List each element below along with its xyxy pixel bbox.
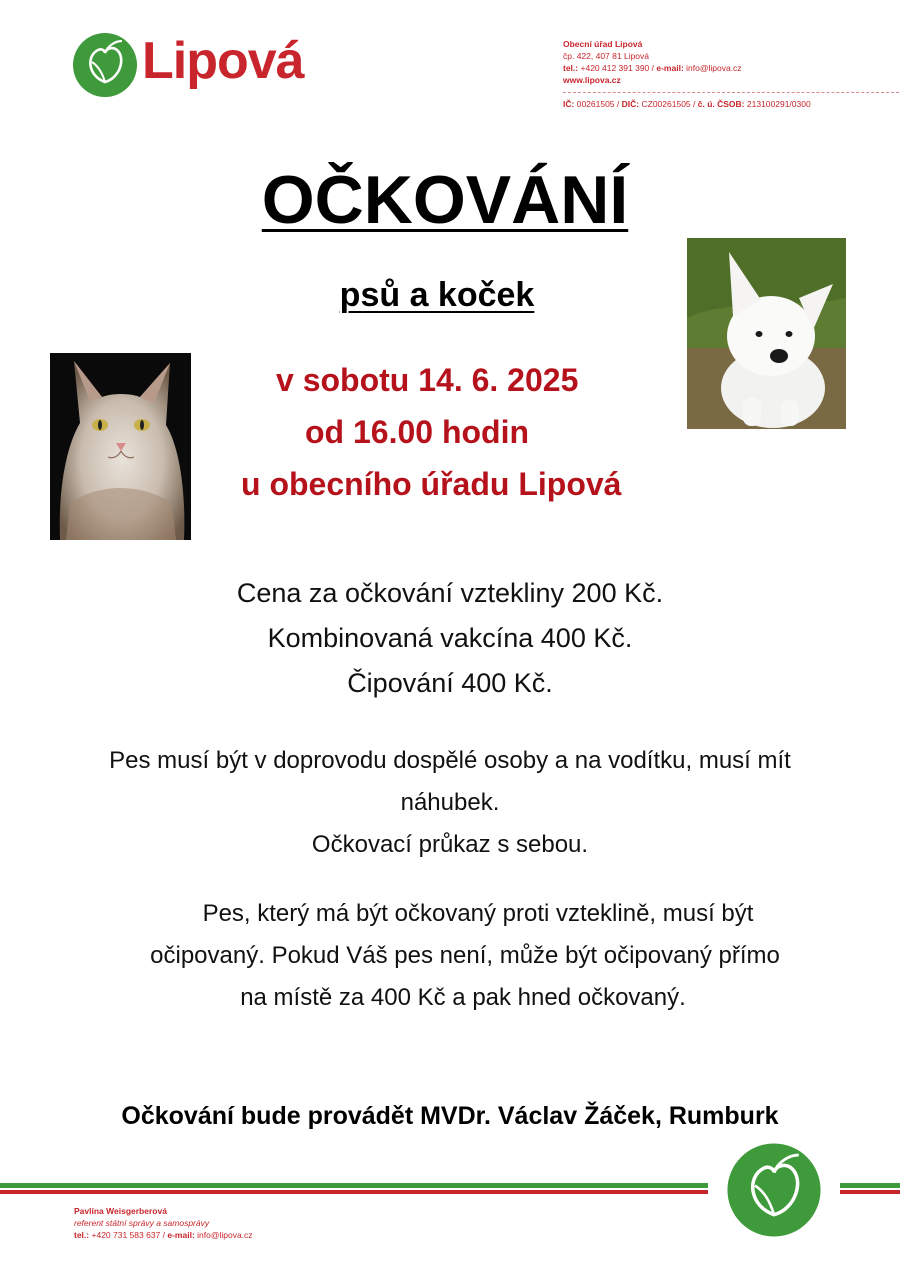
page-subtitle: psů a koček — [339, 276, 535, 314]
dog-photo — [687, 238, 846, 429]
price-chipping: Čipování 400 Kč. — [347, 668, 553, 698]
header-divider — [563, 92, 899, 93]
contact-person-name: Pavlína Weisgerberová — [74, 1206, 167, 1216]
contact-person-role: referent státní správy a samosprávy — [74, 1218, 210, 1228]
ic-label: IČ: — [563, 99, 575, 109]
event-place: u obecního úřadu Lipová — [241, 466, 622, 502]
email-label: e-mail: — [656, 63, 684, 73]
website-link[interactable]: www.lipova.cz — [563, 75, 621, 85]
footer-tel-label: tel.: — [74, 1230, 90, 1240]
office-ids: IČ: 00261505 / DIČ: CZ00261505 / č. ú. ČSOB: 213100291/0300 — [563, 99, 811, 109]
office-name: Obecní úřad Lipová — [563, 39, 643, 49]
chip-note-line-3: na místě za 400 Kč a pak hned očkovaný. — [240, 984, 686, 1011]
header-contact: Obecní úřad Lipová čp. 422, 407 81 Lipová tel.: +420 412 391 390 / e-mail: info@lipova.cz www.lipova.cz — [563, 39, 742, 85]
footer-bar-green-left — [0, 1183, 708, 1188]
cat-photo — [50, 353, 191, 540]
rule-escort: Pes musí být v doprovodu dospělé osoby a na vodítku, musí mít — [109, 747, 791, 774]
account-value: 213100291/0300 — [746, 99, 811, 109]
dic-value: CZ00261505 — [641, 99, 691, 109]
vet-info: Očkování bude provádět MVDr. Václav Žáček, Rumburk — [121, 1102, 779, 1130]
footer-email-label: e-mail: — [167, 1230, 195, 1240]
footer-leaf-icon — [726, 1142, 822, 1238]
price-combined: Kombinovaná vakcína 400 Kč. — [267, 623, 633, 653]
tel-label: tel.: — [563, 63, 579, 73]
footer-contact: Pavlína Weisgerberová referent státní správy a samosprávy tel.: +420 731 583 637 / e-mail: info@lipova.cz — [74, 1206, 253, 1240]
price-list — [0, 571, 900, 706]
page-title: OČKOVÁNÍ — [261, 162, 629, 238]
lipova-logo-leaf-icon — [72, 32, 138, 98]
price-rabies: Cena za očkování vztekliny 200 Kč. — [236, 578, 664, 608]
footer-phone[interactable]: +420 731 583 637 — [91, 1230, 161, 1240]
event-time: od 16.00 hodin — [305, 414, 530, 450]
rule-passport: Očkovací průkaz s sebou. — [311, 831, 589, 858]
chip-note-line-2: očipovaný. Pokud Váš pes není, může být očipovaný přímo — [150, 942, 780, 969]
office-email-link[interactable]: info@lipova.cz — [686, 63, 742, 73]
footer-bar-red-left — [0, 1190, 708, 1194]
footer-bar-green-right — [840, 1183, 900, 1188]
rule-muzzle: náhubek. — [400, 789, 500, 816]
chip-note — [28, 893, 900, 1019]
account-label: č. ú. ČSOB: — [697, 99, 745, 109]
chip-note-line-1: Pes, který má být očkovaný proti vzteklině, musí být — [202, 900, 754, 927]
rules — [0, 740, 900, 866]
footer-bar-red-right — [840, 1190, 900, 1194]
footer-email-link[interactable]: info@lipova.cz — [197, 1230, 253, 1240]
event-date: v sobotu 14. 6. 2025 — [276, 362, 579, 398]
dic-label: DIČ: — [621, 99, 640, 109]
office-address: čp. 422, 407 81 Lipová — [563, 51, 650, 61]
office-phone[interactable]: +420 412 391 390 — [580, 63, 650, 73]
logo-wordmark: Lipová — [142, 32, 304, 90]
ic-value: 00261505 — [576, 99, 615, 109]
